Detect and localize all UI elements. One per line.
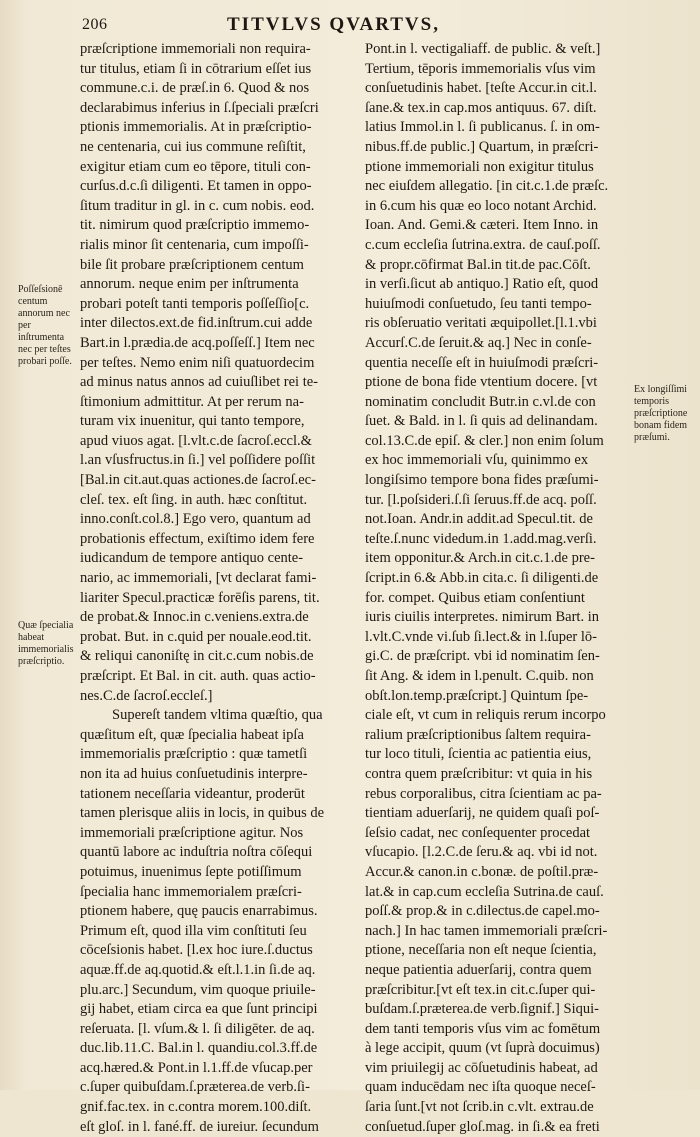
text-line: Pont.in l. vectigaliaff. de public. & veſt.] bbox=[365, 41, 601, 57]
text-line: liariter Specul.practicæ forēſis parens, tit. bbox=[80, 589, 320, 606]
text-line: inter dilectos.ext.de fid.inſtrum.cui adde bbox=[80, 315, 313, 332]
text-line: neque patientia aduerſarij, contra quem bbox=[365, 961, 592, 978]
text-line: tur. [l.poſsideri.ſ.ſi ſeruus.ff.de acq. poſſ. bbox=[365, 491, 597, 508]
text-line: ris obſeruatio veritati æquipollet.[l.1.vbi bbox=[365, 315, 597, 332]
text-line: dem tanti temporis vſus vim ac fomētum bbox=[365, 1020, 601, 1037]
text-line: Primum eſt, quod illa vim conſtituti ſeu bbox=[80, 922, 307, 939]
text-line: in 6.cum his quæ eo loco notant Archid. bbox=[365, 197, 597, 214]
text-line: tamen plerisque aliis in locis, in quibus de bbox=[80, 805, 325, 822]
text-line: de probat.& Innoc.in c.veniens.extra.de bbox=[80, 609, 309, 626]
text-line: longiſsimo tempore bona fides præſumi- bbox=[365, 472, 599, 489]
text-line: ſtimonium admittitur. At per rerum na- bbox=[80, 393, 304, 410]
text-line: non ita ad huius conſuetudinis interpre- bbox=[80, 765, 308, 782]
text-line: gij habet, etiam circa ea que ſunt principi bbox=[80, 1001, 318, 1018]
text-line: c.ſuper quibuſdam.ſ.præterea.de verb.ſi- bbox=[80, 1079, 310, 1096]
text-line: teſte.ſ.nunc videdum.in 1.add.mag.verſi. bbox=[365, 530, 597, 547]
text-line: conſuetud.ſuper gloſ.mag. in ſi.& ea freti bbox=[365, 1118, 600, 1135]
text-line: not.Ioan. Andr.in addit.ad Specul.tit. de bbox=[365, 511, 593, 528]
text-line: nibus.ff.de public.] Quartum, in præſcri- bbox=[365, 138, 599, 155]
text-line: reſeruata. [l. vſum.& l. ſi diligēter. de aq. bbox=[80, 1020, 315, 1037]
text-line: contra quem præſcribitur: vt quia in his bbox=[365, 765, 593, 782]
text-line: Accurſ.C.de ſeruit.& aq.] Nec in conſe- bbox=[365, 334, 592, 351]
text-line: turam vix inuenitur, qui tanto tempore, bbox=[80, 413, 305, 430]
text-line: ſeſsio cadat, nec conſequenter procedat bbox=[365, 824, 591, 841]
text-line: obſt.lon.temp.præſcript.] Quintum ſpe- bbox=[365, 687, 589, 704]
text-line: quentia neceſſe eſt in huiuſmodi præſcri- bbox=[365, 354, 599, 371]
text-line: buſdam.ſ.præterea.de verb.ſignif.] Siqui- bbox=[365, 1001, 599, 1018]
left-column-paragraph-2 bbox=[80, 706, 351, 1137]
text-line: l.an vſusfructus.in ſi.] vel poſſidere poſſit bbox=[80, 452, 316, 469]
text-line: col.13.C.de epiſ. & cler.] non enim ſolum bbox=[365, 432, 604, 449]
text-line: declarabimus inferius in ſ.ſpeciali præſcri bbox=[80, 99, 319, 116]
marginal-note: Poſſeſsionē centum annorum nec per inſtrumenta nec per teſtes probari poſſe. bbox=[18, 284, 72, 367]
text-line: præſcript. Et Bal. in cit. auth. quas actio- bbox=[80, 668, 316, 684]
text-line: commune.c.i. de præſ.in 6. Quod & nos bbox=[80, 80, 310, 97]
text-line: huiuſmodi conſuetudo, ſeu tanti tempo- bbox=[365, 295, 592, 312]
text-line: ſpecialia hanc immemorialem præſcri- bbox=[80, 883, 302, 900]
text-line: nario, ac immemoriali, [vt declarat fami- bbox=[80, 570, 317, 587]
text-line: tur loco tituli, ſcientia ac patientia eius, bbox=[365, 746, 592, 763]
text-line: ſitum traditur in gl. in c. cum nobis. eod. bbox=[80, 197, 315, 214]
text-line: for. compet. Quibus etiam conſentiunt bbox=[365, 589, 585, 606]
text-line: ciale eſt, vt cum in reliquis rerum incorpo bbox=[365, 707, 606, 724]
text-line: quantū labore ac induſtria noſtra cōſequi bbox=[80, 844, 313, 861]
text-line: poſſ.& prop.& in c.dilectus.de capel.mo- bbox=[365, 903, 600, 920]
text-line: nes.C.de ſacroſ.eccleſ.] bbox=[80, 687, 213, 704]
right-column bbox=[365, 40, 630, 1137]
text-line: eſt gloſ. in l. fané.ff. de iureiur. ſecundum bbox=[80, 1118, 319, 1135]
text-line: iudicandum de tempore antiquo cente- bbox=[80, 550, 304, 567]
text-line: curſus.d.c.ſi diligenti. Et tamen in oppo- bbox=[80, 178, 312, 195]
text-line: ad minus natus annos ad cuiuſlibet rei te- bbox=[80, 374, 318, 391]
text-line: probat. But. in c.quid per nouale.eod.tit. bbox=[80, 628, 312, 645]
text-line: ptionis immemorialis. At in præſcriptio- bbox=[80, 119, 312, 136]
text-line: vſucapio. [l.2.C.de ſeru.& aq. vbi id not. bbox=[365, 844, 598, 861]
text-line: exigitur etiam cum eo tēpore, tituli con- bbox=[80, 158, 311, 175]
text-line: ſcript.in 6.& Abb.in cita.c. ſi diligenti.de bbox=[365, 570, 599, 587]
text-line: nominatim concludit Butr.in c.vl.de con bbox=[365, 393, 596, 410]
text-line: quam inducēdam nec iſta quoque neceſ- bbox=[365, 1079, 596, 1096]
text-line: rialis minor ſit centenaria, cum impoſſi- bbox=[80, 236, 309, 253]
text-line: probari poteſt tanti temporis poſſeſſio[c. bbox=[80, 295, 310, 312]
text-line: tur titulus, etiam ſi in cōtrarium eſſet ius bbox=[80, 60, 312, 77]
text-line: præſcriptione immemoriali non requira- bbox=[80, 41, 311, 57]
page-number: 206 bbox=[82, 16, 108, 33]
text-line: vim priuilegij ac cōſuetudinis habeat, ad bbox=[365, 1059, 598, 1076]
text-line: ptionem habere, quę paucis enarrabimus. bbox=[80, 903, 318, 920]
text-line: ptione immemoriali non exigitur titulus bbox=[365, 158, 594, 175]
text-line: tationem neceſſaria videantur, proderūt bbox=[80, 785, 305, 802]
text-line: gnif.fac.tex. in c.contra morem.100.diſt. bbox=[80, 1099, 312, 1116]
text-line: nec eiuſdem allegatio. [in cit.c.1.de præſc. bbox=[365, 178, 609, 195]
text-line: bile ſit probare præſcriptionem centum bbox=[80, 256, 304, 273]
text-line: iuris ciuilis interpretes. nimirum Bart. in bbox=[365, 609, 599, 626]
text-line: & reliqui canoniſtę in cit.c.cum nobis.de bbox=[80, 648, 314, 665]
text-line: immemoriali præſcriptione agitur. Nos bbox=[80, 824, 304, 841]
text-line: rebus corporalibus, citra ſcientiam ac pa- bbox=[365, 785, 602, 802]
text-line: aquæ.ff.de aq.quotid.& eſt.l.1.in ſi.de aq. bbox=[80, 961, 316, 978]
text-line: præſcribitur.[vt eſt tex.in cit.c.ſuper qui- bbox=[365, 981, 596, 998]
text-line: ne centenaria, cui ius commune reſiſtit, bbox=[80, 138, 306, 155]
text-line: ſane.& tex.in cap.mos antiquus. 67. diſt. bbox=[365, 99, 597, 116]
text-line: tit. nimirum quod præſcriptio immemo- bbox=[80, 217, 310, 234]
text-line: Supereſt tandem vltima quæſtio, qua bbox=[112, 707, 323, 724]
left-column bbox=[80, 40, 351, 1137]
text-line: probationis effectum, exiſtimo idem fere bbox=[80, 530, 315, 547]
text-line: lat.& in cap.cum eccleſia Sutrina.de cauſ. bbox=[365, 883, 604, 900]
text-line: gi.C. de præſcript. vbi id nominatim ſen- bbox=[365, 648, 600, 665]
text-line: ſuet. & Bald. in l. ſi quis ad delinandam. bbox=[365, 413, 598, 430]
text-line: apud viuos agat. [l.vlt.c.de ſacroſ.eccl.& bbox=[80, 432, 312, 449]
text-line: ptione, neceſſaria non eſt neque ſcientia, bbox=[365, 942, 597, 959]
text-line: ſaria ſunt.[vt not ſcrib.in c.vlt. extrau.de bbox=[365, 1099, 594, 1116]
text-line: & propr.cōfirmat Bal.in tit.de pac.Cōſt. bbox=[365, 256, 591, 273]
text-line: annorum. neque enim per inſtrumenta bbox=[80, 276, 299, 293]
text-line: immemorialis præſcriptio : quæ tametſi bbox=[80, 746, 308, 763]
text-line: item opponitur.& Arch.in cit.c.1.de pre- bbox=[365, 550, 595, 567]
text-line: cleſ. tex. eſt ſing. in auth. hæc conſtitut. bbox=[80, 491, 308, 508]
text-line: Ioan. And. Gemi.& cæteri. Item Inno. in bbox=[365, 217, 599, 234]
text-line: Tertium, tēporis immemorialis vſus vim bbox=[365, 60, 596, 77]
text-line: in verſi.ſicut ab antiquo.] Ratio eſt, quod bbox=[365, 276, 599, 293]
text-line: latius Immol.in l. ſi publicanus. ſ. in om- bbox=[365, 119, 600, 136]
text-line: ſit Ang. & idem in l.penult. C.quib. non bbox=[365, 668, 594, 684]
text-line: tientiam aduerſarij, ne quidem quaſi poſ- bbox=[365, 805, 600, 822]
text-line: c.cum eccleſia ſutrina.extra. de cauſ.poſſ. bbox=[365, 236, 601, 253]
text-line: ex hoc immemoriali vſu, quinimmo ex bbox=[365, 452, 589, 469]
text-line: Bart.in l.prædia.de acq.poſſeſſ.] Item nec bbox=[80, 334, 315, 351]
marginal-note: Ex longiſſimi temporis præſcriptione bonam fidem præſumi. bbox=[634, 384, 688, 443]
text-line: Accur.& canon.in c.bonæ. de poſtil.præ- bbox=[365, 863, 599, 880]
text-line: conſuetudinis habet. [teſte Accur.in cit.l. bbox=[365, 80, 597, 97]
left-column-paragraph-1 bbox=[80, 40, 351, 706]
text-line: l.vlt.C.vnde vi.ſub ſi.lect.& in l.ſuper lō- bbox=[365, 628, 597, 645]
text-line: potuimus, inuenimus ſepte potiſſimum bbox=[80, 863, 302, 880]
marginal-note: Quæ ſpecialia habeat immemorialis præſcriptio. bbox=[18, 620, 74, 667]
text-line: à lege accipit, quum (vt ſuprà docuimus) bbox=[365, 1040, 600, 1057]
text-line: ralium præſcriptionibus ſaltem requira- bbox=[365, 726, 591, 743]
text-line: acq.hæred.& Pont.in l.1.ff.de vſucap.per bbox=[80, 1059, 313, 1076]
text-line: per teſtes. Nemo enim niſi quatuordecim bbox=[80, 354, 315, 371]
text-line: inno.conſt.col.8.] Ego vero, quantum ad bbox=[80, 511, 311, 528]
text-line: quæſitum eſt, quæ ſpecialia habeat ipſa bbox=[80, 726, 304, 743]
text-line: nach.] In hac tamen immemoriali præſcri- bbox=[365, 922, 608, 939]
text-line: cōceſsionis habet. [l.ex hoc iure.ſ.ductus bbox=[80, 942, 313, 959]
text-line: duc.lib.11.C. Bal.in l. quandiu.col.3.ff.de bbox=[80, 1040, 318, 1057]
text-line: plu.arc.] Secundum, vim quoque priuile- bbox=[80, 981, 316, 998]
text-line: [Bal.in cit.aut.quas actiones.de ſacroſ.ec- bbox=[80, 472, 316, 489]
text-line: ptione de bona fide vtentium docere. [vt bbox=[365, 374, 598, 391]
running-title: TITVLVS QVARTVS, bbox=[227, 14, 440, 35]
